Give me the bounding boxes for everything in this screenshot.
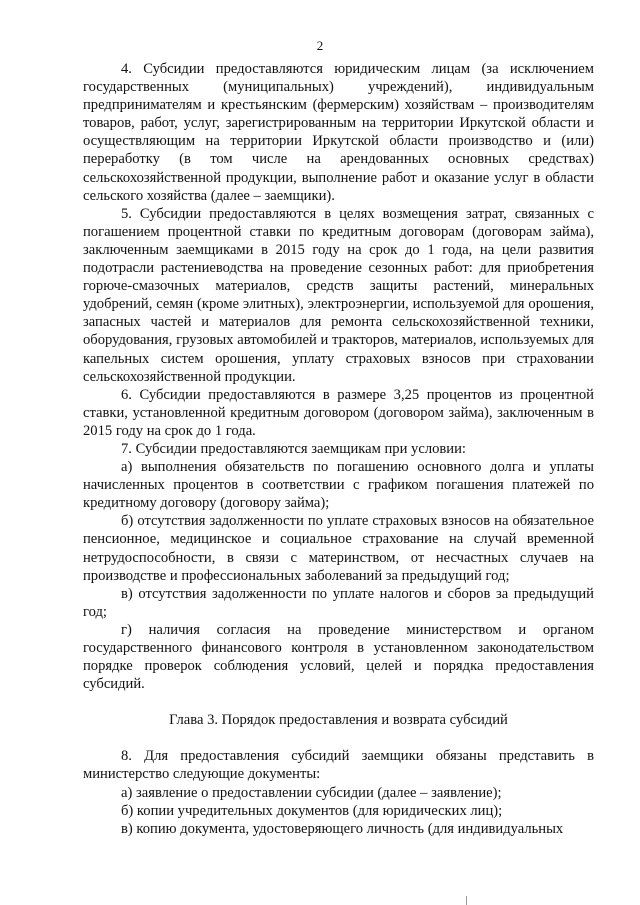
paragraph-7: 7. Субсидии предоставляются заемщикам при условии: (121, 440, 466, 457)
paragraph-8b: б) копии учредительных документов (для юридических лиц); (121, 802, 503, 819)
scan-mark (466, 896, 467, 905)
paragraph-4: 4. Субсидии предоставляются юридическим лицам (за исключением государственных (муниципальных) учреждений), индивидуальным предпринимателям и крестьянским (фермерским) хозяйствам – производителям товаров, работ, услуг, зарегистрированным на территории Иркутской области и осуществляющим на территории Иркутской области производство и (или) переработку (в том числе на арендованных основных средствах) сельскохозяйственной продукции, выполнение работ и оказание услуг в области сельского хозяйства (далее – заемщики). (83, 61, 594, 204)
page-number: 2 (316, 38, 324, 53)
paragraph-7g: г) наличия согласия на проведение министерством и органом государственного финансового контроля в установленном законодательством порядке проверок соблюдения условий, целей и порядка предоставления субсидий. (83, 621, 594, 693)
paragraph-6: 6. Субсидии предоставляются в размере 3,25 процентов из процентной ставки, установленной кредитным договором (договором займа), заключенным в 2015 году на срок до 1 года. (83, 386, 594, 439)
paragraph-7v: в) отсутствия задолженности по уплате налогов и сборов за предыдущий год; (83, 585, 594, 620)
paragraph-8v: в) копию документа, удостоверяющего личность (для индивидуальных (121, 820, 564, 837)
paragraph-5: 5. Субсидии предоставляются в целях возмещения затрат, связанных с погашением процентной ставки по кредитным договорам (договорам займа), заключенным заемщиками в 2015 году на срок до 1 года, на цели развития подотрасли растениеводства на проведение сезонных работ: для приобретения горюче-смазочных материалов, средств защиты растений, минеральных удобрений, семян (кроме элитных), электроэнергии, используемой для орошения, запасных частей и материалов для ремонта сельскохозяйственной техники, оборудования, грузовых автомобилей и тракторов, материалов, используемых для капельных систем орошения, уплату страховых взносов при страховании сельскохозяйственной продукции. (83, 205, 594, 385)
document-body (83, 60, 594, 838)
paragraph-7b: б) отсутствия задолженности по уплате страховых взносов на обязательное пенсионное, медицинское и социальное страхование на случай временной нетрудоспособности, в связи с материнством, от несчастных случаев на производстве и профессиональных заболеваний за предыдущий год; (83, 513, 594, 584)
paragraph-8: 8. Для предоставления субсидий заемщики обязаны представить в министерство следующие документы: (83, 748, 594, 783)
chapter-heading: Глава 3. Порядок предоставления и возврата субсидий (169, 712, 508, 729)
paragraph-8a: а) заявление о предоставлении субсидии (далее – заявление); (121, 784, 502, 801)
paragraph-7a: а) выполнения обязательств по погашению основного долга и уплаты начисленных процентов в соответствии с графиком погашения платежей по кредитному договору (договору займа); (83, 459, 594, 512)
